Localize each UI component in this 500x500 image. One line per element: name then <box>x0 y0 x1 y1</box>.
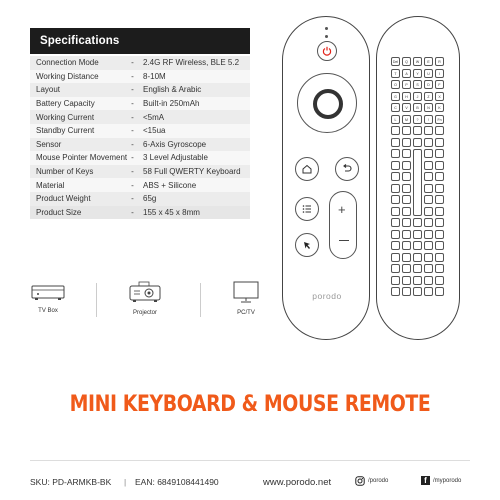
keyboard-key[interactable]: K <box>435 103 444 112</box>
instagram-handle: /porodo <box>368 478 389 484</box>
spec-value: ABS + Silicone <box>143 180 197 190</box>
keyboard-key[interactable]: X <box>435 92 444 101</box>
remote-front <box>282 16 370 340</box>
spec-row <box>30 97 250 111</box>
keyboard-key[interactable] <box>435 207 444 216</box>
keyboard-key[interactable]: U <box>424 69 433 78</box>
keyboard-key[interactable] <box>391 264 400 273</box>
microphone-hole <box>325 35 328 38</box>
keyboard-key[interactable] <box>413 126 422 135</box>
sku-text: SKU: PD-ARMKB-BK <box>30 477 112 487</box>
spec-row <box>30 110 250 124</box>
keyboard-key[interactable] <box>435 172 444 181</box>
back-button[interactable] <box>335 157 359 181</box>
spec-key: Number of Keys <box>36 167 94 177</box>
keyboard-key[interactable]: S <box>413 80 422 89</box>
keyboard-key[interactable]: P <box>402 80 411 89</box>
keyboard-key[interactable]: O <box>391 80 400 89</box>
volume-rocker[interactable] <box>329 191 357 259</box>
keyboard-key[interactable] <box>424 172 433 181</box>
device-tv-box <box>28 282 68 314</box>
spec-key: Sensor <box>36 139 62 149</box>
spec-key: Working Current <box>36 112 95 122</box>
keyboard-key[interactable]: C <box>391 103 400 112</box>
keyboard-key[interactable] <box>391 207 400 216</box>
keyboard-key[interactable] <box>391 276 400 285</box>
keyboard-key[interactable] <box>413 218 422 227</box>
spec-value: 65g <box>143 194 157 204</box>
spec-key: Working Distance <box>36 71 99 81</box>
keyboard-key[interactable] <box>391 230 400 239</box>
navigation-ring[interactable] <box>297 73 357 133</box>
spec-dash: - <box>131 153 134 163</box>
spec-value: 155 x 45 x 8mm <box>143 207 200 217</box>
keyboard-key[interactable] <box>391 287 400 296</box>
keyboard-key[interactable] <box>402 230 411 239</box>
spec-dash: - <box>131 71 134 81</box>
keyboard-key[interactable] <box>391 195 400 204</box>
power-icon <box>322 46 332 56</box>
facebook-handle: /myporodo <box>433 477 462 484</box>
keyboard-key[interactable] <box>424 207 433 216</box>
spec-row <box>30 206 250 220</box>
ir-sensor <box>325 27 328 30</box>
keyboard-key[interactable] <box>391 218 400 227</box>
spec-row <box>30 56 250 70</box>
keyboard-key[interactable] <box>424 241 433 250</box>
facebook-link[interactable] <box>421 476 461 485</box>
keyboard-key[interactable]: W <box>413 57 422 66</box>
keyboard-key[interactable] <box>435 230 444 239</box>
spec-dash: - <box>131 58 134 68</box>
keyboard-key[interactable]: N <box>424 103 433 112</box>
spec-dash: - <box>131 112 134 122</box>
keyboard-key[interactable] <box>402 241 411 250</box>
keyboard-key[interactable] <box>413 276 422 285</box>
menu-button[interactable] <box>295 197 319 221</box>
spec-dash: - <box>131 85 134 95</box>
ok-button[interactable] <box>313 89 343 119</box>
keyboard-key[interactable]: B <box>413 103 422 112</box>
home-button[interactable] <box>295 157 319 181</box>
keyboard-key[interactable]: T <box>391 69 400 78</box>
website-link[interactable]: www.porodo.net <box>263 477 332 488</box>
keyboard-key[interactable] <box>413 241 422 250</box>
spec-dash: - <box>131 180 134 190</box>
product-title: MINI KEYBOARD & MOUSE REMOTE <box>69 392 431 417</box>
tv-box-icon <box>31 282 65 302</box>
keyboard-key[interactable] <box>435 126 444 135</box>
facebook-icon: f <box>421 476 430 485</box>
keyboard-key[interactable] <box>402 218 411 227</box>
mouse-button[interactable] <box>295 233 319 257</box>
keyboard-key[interactable] <box>413 287 422 296</box>
keyboard-key[interactable] <box>402 253 411 262</box>
keyboard-key[interactable]: M <box>402 115 411 124</box>
spec-value: <5mA <box>143 112 165 122</box>
spec-value: 58 Full QWERTY Keyboard <box>143 167 241 177</box>
device-projector <box>122 280 168 316</box>
keyboard-key[interactable] <box>424 126 433 135</box>
keyboard-key[interactable]: G <box>391 92 400 101</box>
spec-value: Built-in 250mAh <box>143 99 200 109</box>
keyboard-key[interactable] <box>424 138 433 147</box>
keyboard-key[interactable]: D <box>424 80 433 89</box>
space-key[interactable] <box>413 149 422 216</box>
keyboard-key[interactable] <box>402 172 411 181</box>
spec-row <box>30 83 250 97</box>
keyboard-key[interactable] <box>402 276 411 285</box>
spec-key: Layout <box>36 85 61 95</box>
device-label: TV Box <box>38 308 58 314</box>
keyboard-key[interactable]: Z <box>424 92 433 101</box>
instagram-icon <box>355 476 365 486</box>
divider <box>96 283 97 317</box>
keyboard-key[interactable] <box>402 126 411 135</box>
home-icon <box>301 163 313 175</box>
keyboard-key[interactable] <box>413 264 422 273</box>
keyboard-key[interactable] <box>402 195 411 204</box>
keyboard-key[interactable]: I <box>435 69 444 78</box>
brand-logo: porodo <box>312 291 342 301</box>
keyboard-key[interactable] <box>435 184 444 193</box>
keyboard-key[interactable]: L <box>391 115 400 124</box>
spec-dash: - <box>131 167 134 177</box>
keyboard-key[interactable] <box>391 184 400 193</box>
keyboard-key[interactable]: Q <box>402 57 411 66</box>
keyboard-key[interactable] <box>391 138 400 147</box>
spec-dash: - <box>131 126 134 136</box>
keyboard-key[interactable]: A <box>402 69 411 78</box>
spec-row <box>30 178 250 192</box>
keyboard-key[interactable] <box>424 149 433 158</box>
keyboard-key[interactable] <box>424 161 433 170</box>
keyboard-key[interactable]: R <box>435 57 444 66</box>
keyboard-key[interactable] <box>435 149 444 158</box>
spec-row <box>30 70 250 84</box>
keyboard-key[interactable] <box>391 161 400 170</box>
spec-value: 8-10M <box>143 71 166 81</box>
spec-dash: - <box>131 207 134 217</box>
keyboard-key[interactable] <box>435 138 444 147</box>
spec-row <box>30 138 250 152</box>
spec-dash: - <box>131 139 134 149</box>
spec-value: English & Arabic <box>143 85 202 95</box>
keyboard-key[interactable] <box>402 161 411 170</box>
keyboard-key[interactable]: Y <box>413 69 422 78</box>
volume-down-icon <box>339 240 349 241</box>
keyboard-key[interactable] <box>435 276 444 285</box>
remote-keyboard-side <box>376 16 460 340</box>
cursor-icon <box>301 239 313 251</box>
spec-value: 2.4G RF Wireless, BLE 5.2 <box>143 58 240 68</box>
keyboard-key[interactable]: Fn <box>435 115 444 124</box>
divider <box>200 283 201 317</box>
menu-icon <box>301 203 313 215</box>
spec-value: 6-Axis Gyroscope <box>143 139 207 149</box>
back-icon <box>341 163 353 175</box>
keyboard-key[interactable] <box>424 276 433 285</box>
spec-key: Product Size <box>36 207 82 217</box>
keyboard-key[interactable] <box>424 253 433 262</box>
device-label: PC/TV <box>237 310 255 316</box>
keyboard-key[interactable] <box>435 195 444 204</box>
keyboard-key[interactable]: ! <box>424 115 433 124</box>
spec-value: <15ua <box>143 126 166 136</box>
device-pc-tv <box>226 280 266 316</box>
keyboard-key[interactable] <box>424 218 433 227</box>
keyboard-key[interactable]: Del <box>391 57 400 66</box>
power-button[interactable] <box>317 41 337 61</box>
spec-value: 3 Level Adjustable <box>143 153 208 163</box>
keyboard-key[interactable] <box>402 287 411 296</box>
keyboard-key[interactable] <box>413 138 422 147</box>
spec-dash: - <box>131 194 134 204</box>
keyboard-key[interactable] <box>413 253 422 262</box>
keyboard-key[interactable] <box>424 230 433 239</box>
ean-text: EAN: 6849108441490 <box>135 477 219 487</box>
keyboard-key[interactable] <box>424 287 433 296</box>
monitor-icon <box>232 280 260 304</box>
spec-row <box>30 151 250 165</box>
spec-dash: - <box>131 99 134 109</box>
device-label: Projector <box>132 310 157 316</box>
instagram-link[interactable] <box>355 476 388 486</box>
keyboard-key[interactable] <box>435 253 444 262</box>
keyboard-key[interactable]: F <box>435 80 444 89</box>
specifications-header: Specifications <box>30 28 250 54</box>
keyboard-key[interactable] <box>402 149 411 158</box>
spec-row <box>30 165 250 179</box>
spec-key: Connection Mode <box>36 58 99 68</box>
volume-up-icon: + <box>338 202 346 217</box>
keyboard-key[interactable]: V <box>402 103 411 112</box>
spec-row <box>30 192 250 206</box>
spec-row <box>30 124 250 138</box>
keyboard-key[interactable] <box>402 264 411 273</box>
keyboard-key[interactable] <box>402 207 411 216</box>
spec-key: Standby Current <box>36 126 95 136</box>
keyboard-key[interactable] <box>413 230 422 239</box>
keyboard-key[interactable] <box>435 241 444 250</box>
keyboard-key[interactable]: E <box>424 57 433 66</box>
keyboard-key[interactable] <box>435 218 444 227</box>
keyboard-key[interactable] <box>391 172 400 181</box>
spec-key: Mouse Pointer Movement <box>36 153 128 163</box>
keyboard-key[interactable] <box>402 184 411 193</box>
keyboard-key[interactable] <box>424 195 433 204</box>
keyboard-key[interactable] <box>391 126 400 135</box>
keyboard-key[interactable] <box>435 264 444 273</box>
keyboard-key[interactable] <box>435 161 444 170</box>
keyboard-key[interactable] <box>391 241 400 250</box>
keyboard-key[interactable] <box>391 253 400 262</box>
keyboard-key[interactable] <box>424 264 433 273</box>
keyboard-key[interactable] <box>424 184 433 193</box>
keyboard-key[interactable] <box>435 287 444 296</box>
spec-key: Product Weight <box>36 194 91 204</box>
keyboard-key[interactable] <box>391 149 400 158</box>
spec-key: Battery Capacity <box>36 99 95 109</box>
footer-separator: | <box>124 477 127 487</box>
specifications-table <box>30 56 250 219</box>
keyboard-key[interactable]: J <box>413 92 422 101</box>
keyboard-key[interactable] <box>402 138 411 147</box>
spec-key: Material <box>36 180 65 190</box>
projector-icon <box>127 280 163 304</box>
footer-divider <box>30 460 470 461</box>
keyboard-key[interactable]: H <box>402 92 411 101</box>
keyboard-key[interactable]: ? <box>413 115 422 124</box>
